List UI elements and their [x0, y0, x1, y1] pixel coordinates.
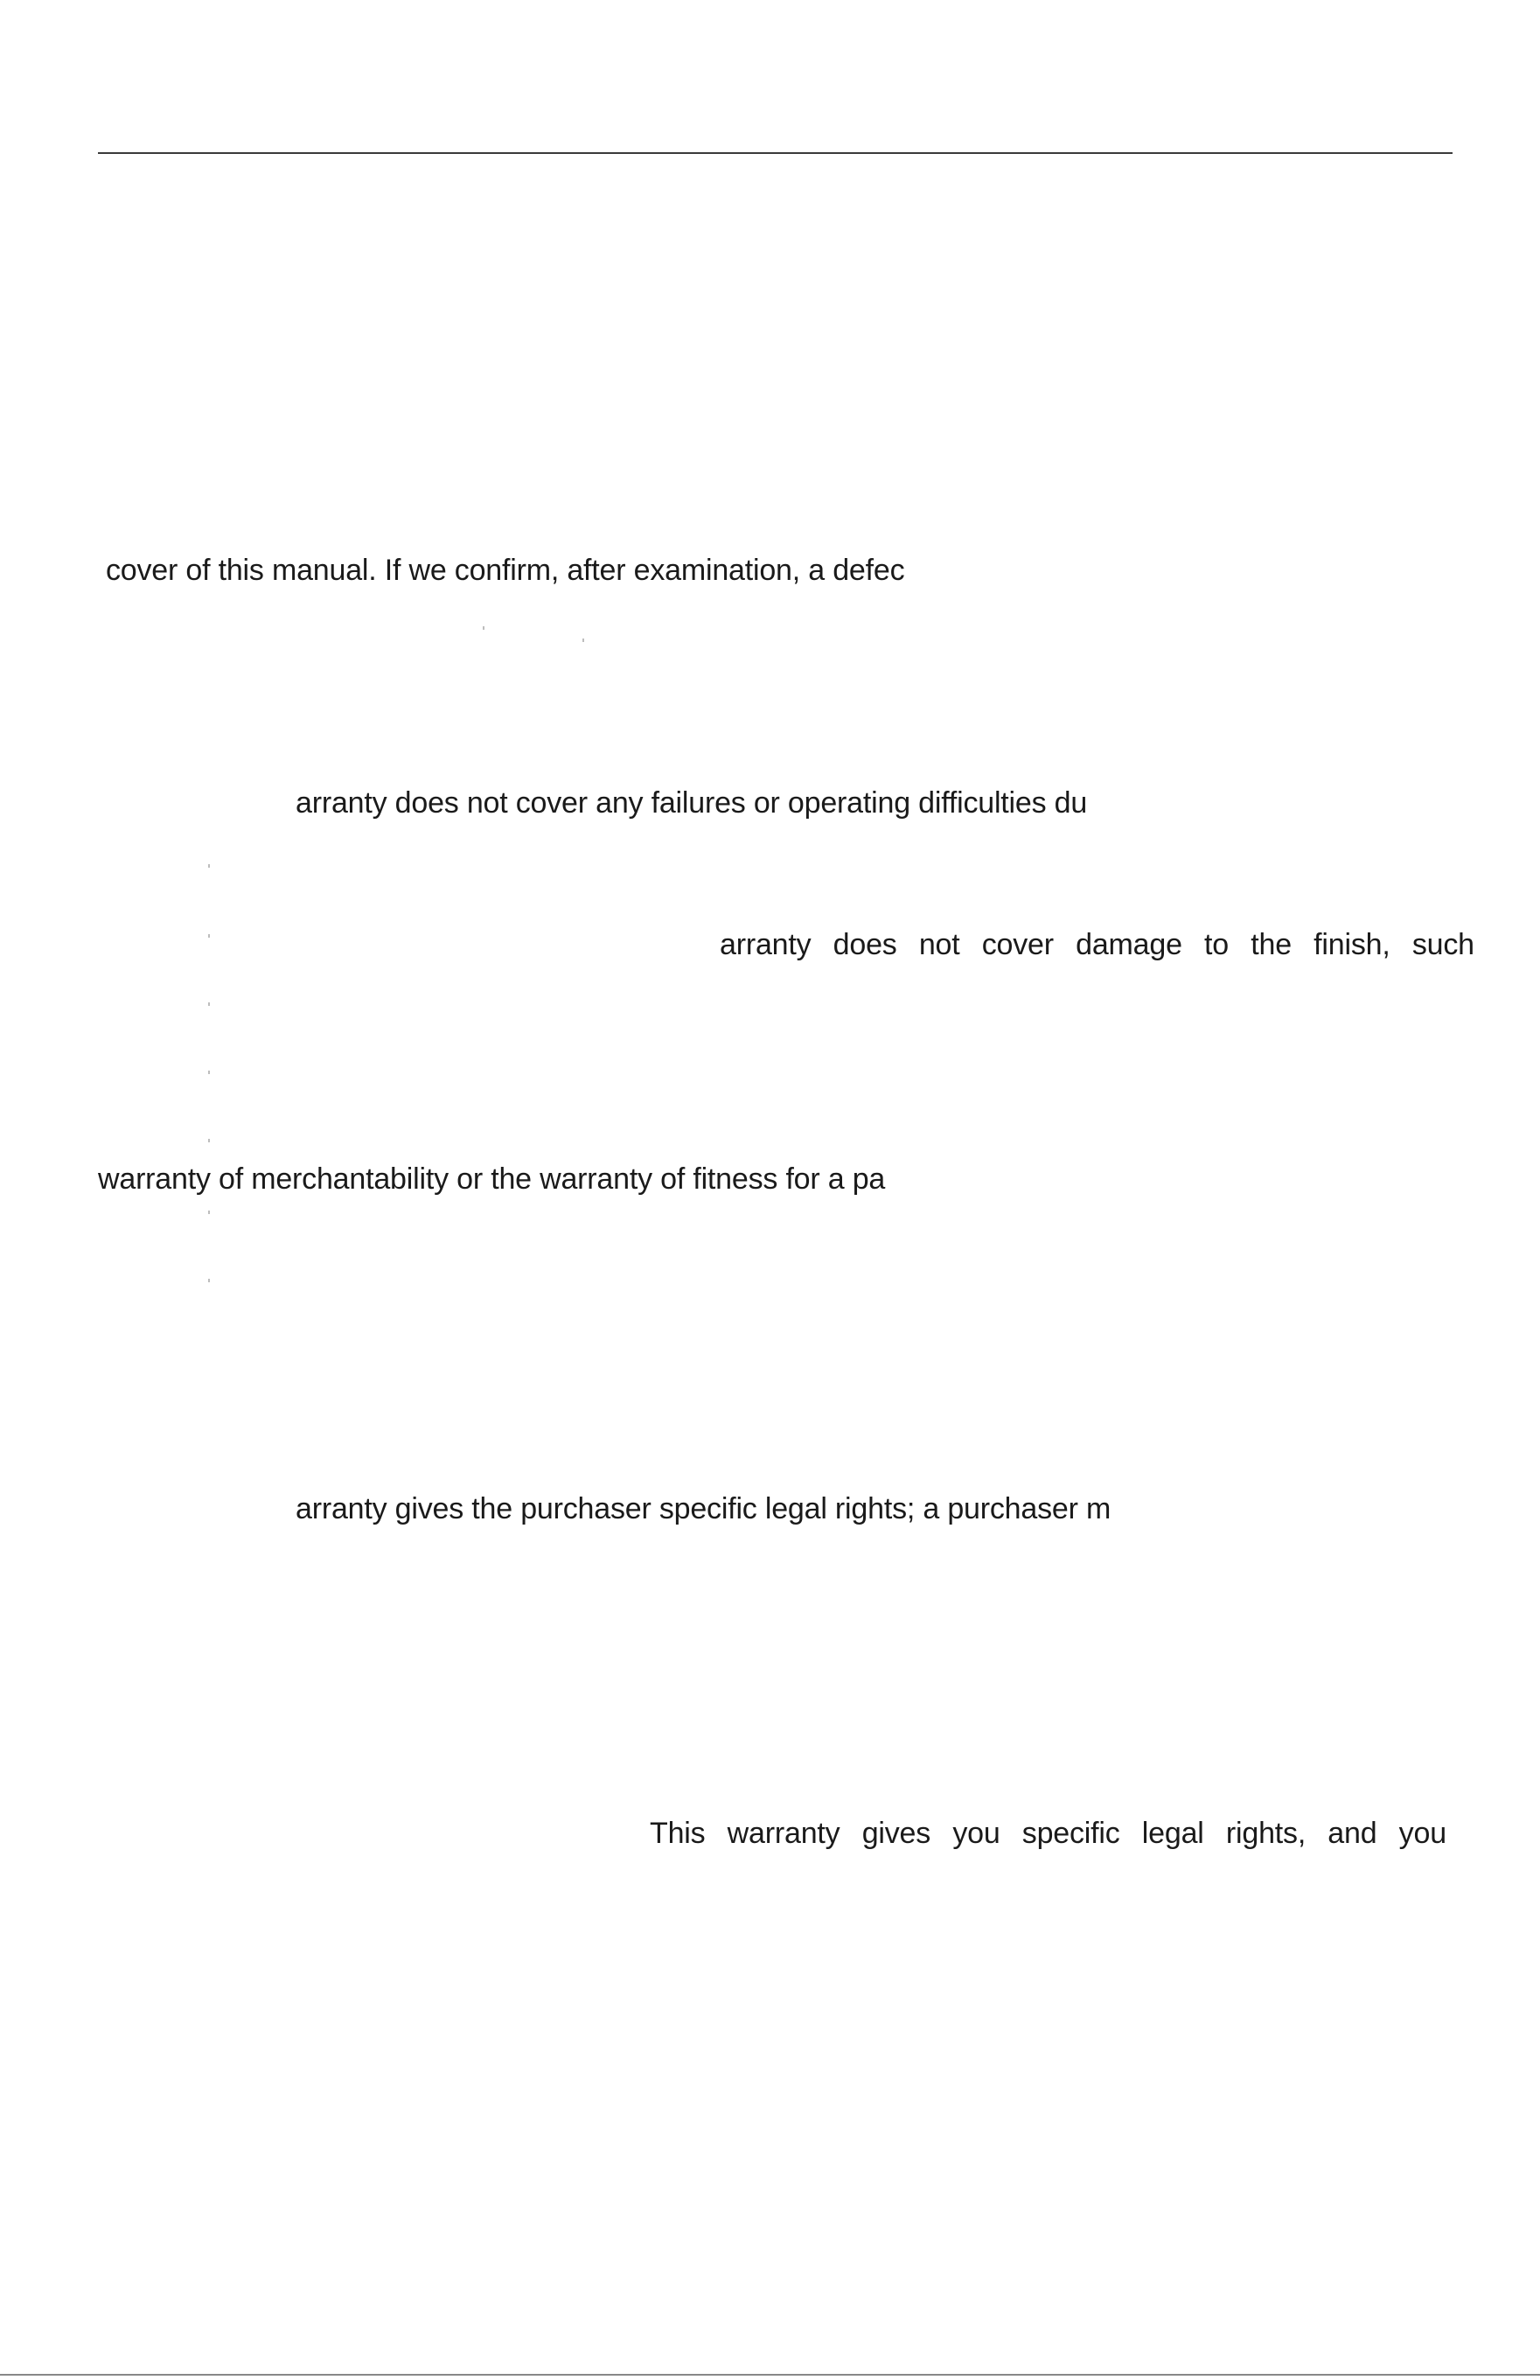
- scan-speck: [208, 1139, 210, 1142]
- header-divider: [98, 152, 1453, 154]
- text-fragment-6: This warranty gives you specific legal rights, and you: [650, 1817, 1446, 1850]
- scan-speck: [208, 1071, 210, 1074]
- text-fragment-4: warranty of merchantability or the warranty of fitness for a pa: [98, 1162, 886, 1196]
- scan-speck: [582, 639, 584, 642]
- text-fragment-2: arranty does not cover any failures or operating difficulties du: [296, 786, 1088, 820]
- footer-divider: [0, 2374, 1540, 2376]
- text-fragment-3: arranty does not cover damage to the finish, such: [720, 928, 1474, 961]
- scan-speck: [208, 1279, 210, 1282]
- text-fragment-1: cover of this manual. If we confirm, after examination, a defec: [106, 554, 905, 587]
- scan-speck: [208, 934, 210, 938]
- scan-speck: [208, 1211, 210, 1214]
- scan-speck: [208, 864, 210, 868]
- text-fragment-5: arranty gives the purchaser specific legal rights; a purchaser m: [296, 1492, 1111, 1525]
- scan-speck: [483, 626, 484, 630]
- scan-speck: [208, 1002, 210, 1006]
